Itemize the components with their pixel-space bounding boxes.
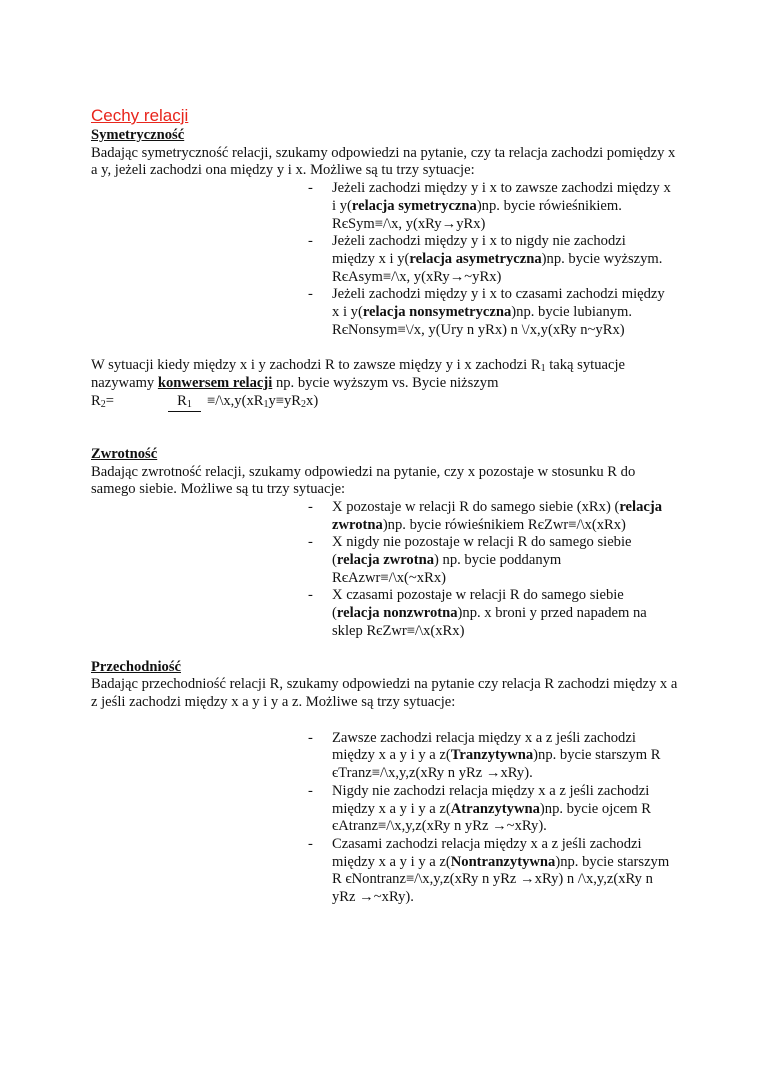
- list-item: [308, 782, 672, 836]
- subscript: 2: [301, 398, 307, 410]
- text: ≡/\x,y(xR: [207, 392, 264, 409]
- list-item: [308, 286, 672, 339]
- list-item: [308, 534, 672, 587]
- dash-marker: -: [308, 587, 313, 604]
- item-bold-term: relacja zwrotna: [332, 498, 663, 533]
- item-text: X nigdy nie pozostaje w relacji R do samego siebie (: [332, 534, 632, 569]
- formula-r2: [91, 393, 114, 411]
- item-text: )np. x broni y przed napadem na sklep RєZwr≡/\x(xRx): [332, 605, 647, 639]
- subscript: 1: [263, 398, 269, 410]
- list-transitivity: [91, 730, 672, 907]
- section-heading-transitivity: Przechodniość: [91, 658, 181, 675]
- item-text: )np. bycie rówieśnikiem. RєSym≡/\x, y(xRy→yRx): [332, 197, 622, 232]
- item-text: )np. bycie starszym R єTranz≡/\x,y,z(xRy n yRz →xRy).: [332, 747, 661, 782]
- item-text: Jeżeli zachodzi między y i x to czasami zachodzi między x i y(: [332, 286, 665, 321]
- item-text: )np. bycie wyższym. RєAsym≡/\x, y(xRy→~yRx): [332, 250, 663, 285]
- item-text: )np. bycie starszym R єNontranz≡/\x,y,z(xRy n yRz →xRy) n /\x,y,z(xRy n yRz →~xRy).: [332, 853, 670, 906]
- dash-marker: -: [308, 180, 313, 197]
- paragraph-transitivity-intro: Badając przechodniość relacji R, szukamy odpowiedzi na pytanie czy relacja R zachodzi między x a z jeśli zachodzi między x a y i y a z. Możliwe są trzy sytuacje:: [91, 676, 678, 710]
- list-item: [308, 835, 672, 907]
- item-bold-term: Atranzytywna: [450, 800, 540, 817]
- dash-marker: -: [308, 835, 313, 852]
- item-text: )np. bycie rówieśnikiem RєZwr≡/\x(xRx): [382, 516, 626, 533]
- item-text: Nigdy nie zachodzi relacja między x a z jeśli zachodzi między x a y i y a z(: [332, 782, 650, 817]
- bold-term-konwers: konwersem relacji: [157, 375, 273, 392]
- list-reflexivity: [91, 499, 672, 641]
- item-text: )np. bycie ojcem R єAtranz≡/\x,y,z(xRy n yRz →~xRy).: [332, 800, 651, 835]
- paragraph-symmetry-intro: Badając symetryczność relacji, szukamy odpowiedzi na pytanie, czy ta relacja zachodzi pomiędzy x a y, jeżeli zachodzi ona między y i x. Możliwe są tu trzy sytuacje:: [91, 144, 676, 179]
- item-text: Jeżeli zachodzi między y i x to nigdy nie zachodzi między x i y(: [332, 233, 626, 267]
- dash-marker: -: [308, 782, 313, 799]
- text: =: [105, 392, 114, 409]
- list-item: [308, 729, 672, 783]
- item-bold-term: relacja nonsymetryczna: [362, 304, 512, 321]
- paragraph-konwers: [91, 357, 681, 392]
- subscript: 1: [186, 398, 192, 410]
- text: R: [177, 392, 187, 409]
- item-text: )np. bycie lubianym. RєNonsym≡\/x, y(Ury n yRx) n \/x,y(xRy n~yRx): [332, 304, 633, 338]
- item-bold-term: Tranzytywna: [450, 747, 534, 764]
- paragraph-reflexivity-intro: Badając zwrotność relacji, szukamy odpowiedzi na pytanie, czy x pozostaje w stosunku R do samego siebie. Możliwe są tu trzy sytuacje:: [91, 463, 636, 498]
- item-text: ) np. bycie poddanym RєAzwr≡/\x(~xRx): [332, 552, 562, 586]
- item-text: Czasami zachodzi relacja między x a z jeśli zachodzi między x a y i y a z(: [332, 835, 642, 870]
- item-text: Zawsze zachodzi relacja między x a z jeśli zachodzi między x a y i y a z(: [332, 729, 636, 764]
- item-bold-term: relacja nonzwrotna: [336, 605, 458, 622]
- text: W sytuacji kiedy między x i y zachodzi R to zawsze między y i x zachodzi R: [91, 357, 541, 374]
- item-text: Jeżeli zachodzi między y i x to zawsze zachodzi między x i y(: [332, 180, 671, 214]
- text: taką sytuacje nazywamy: [91, 357, 625, 392]
- subscript: 2: [100, 398, 106, 410]
- list-item: [308, 498, 672, 534]
- text: R: [91, 392, 101, 409]
- text: np. bycie wyższym vs. Bycie niższym: [272, 375, 499, 392]
- list-symmetry: [91, 180, 672, 339]
- section-heading-symmetry: Symetryczność: [91, 127, 185, 143]
- list-item: [308, 587, 672, 640]
- text: x): [306, 392, 319, 409]
- dash-marker: -: [308, 498, 313, 515]
- item-text: X pozostaje w relacji R do samego siebie (xRx) (: [332, 498, 620, 515]
- formula-line: [91, 393, 681, 411]
- item-bold-term: relacja symetryczna: [351, 197, 477, 214]
- document-page: [91, 105, 681, 907]
- item-text: X czasami pozostaje w relacji R do samego siebie (: [332, 587, 624, 622]
- formula-r1-underlined: [168, 393, 201, 412]
- page-title: Cechy relacji: [91, 106, 189, 125]
- dash-marker: -: [308, 729, 313, 746]
- list-item: [308, 180, 672, 233]
- dash-marker: -: [308, 286, 313, 303]
- list-item: [308, 233, 672, 286]
- subscript: 1: [540, 363, 546, 375]
- dash-marker: -: [308, 233, 313, 250]
- dash-marker: -: [308, 534, 313, 551]
- section-heading-reflexivity: Zwrotność: [91, 445, 158, 462]
- item-bold-term: relacja zwrotna: [336, 552, 435, 569]
- formula-expression: [207, 393, 318, 411]
- text: y≡yR: [268, 392, 302, 409]
- item-bold-term: Nontranzytywna: [450, 853, 556, 870]
- item-bold-term: relacja asymetryczna: [409, 250, 542, 267]
